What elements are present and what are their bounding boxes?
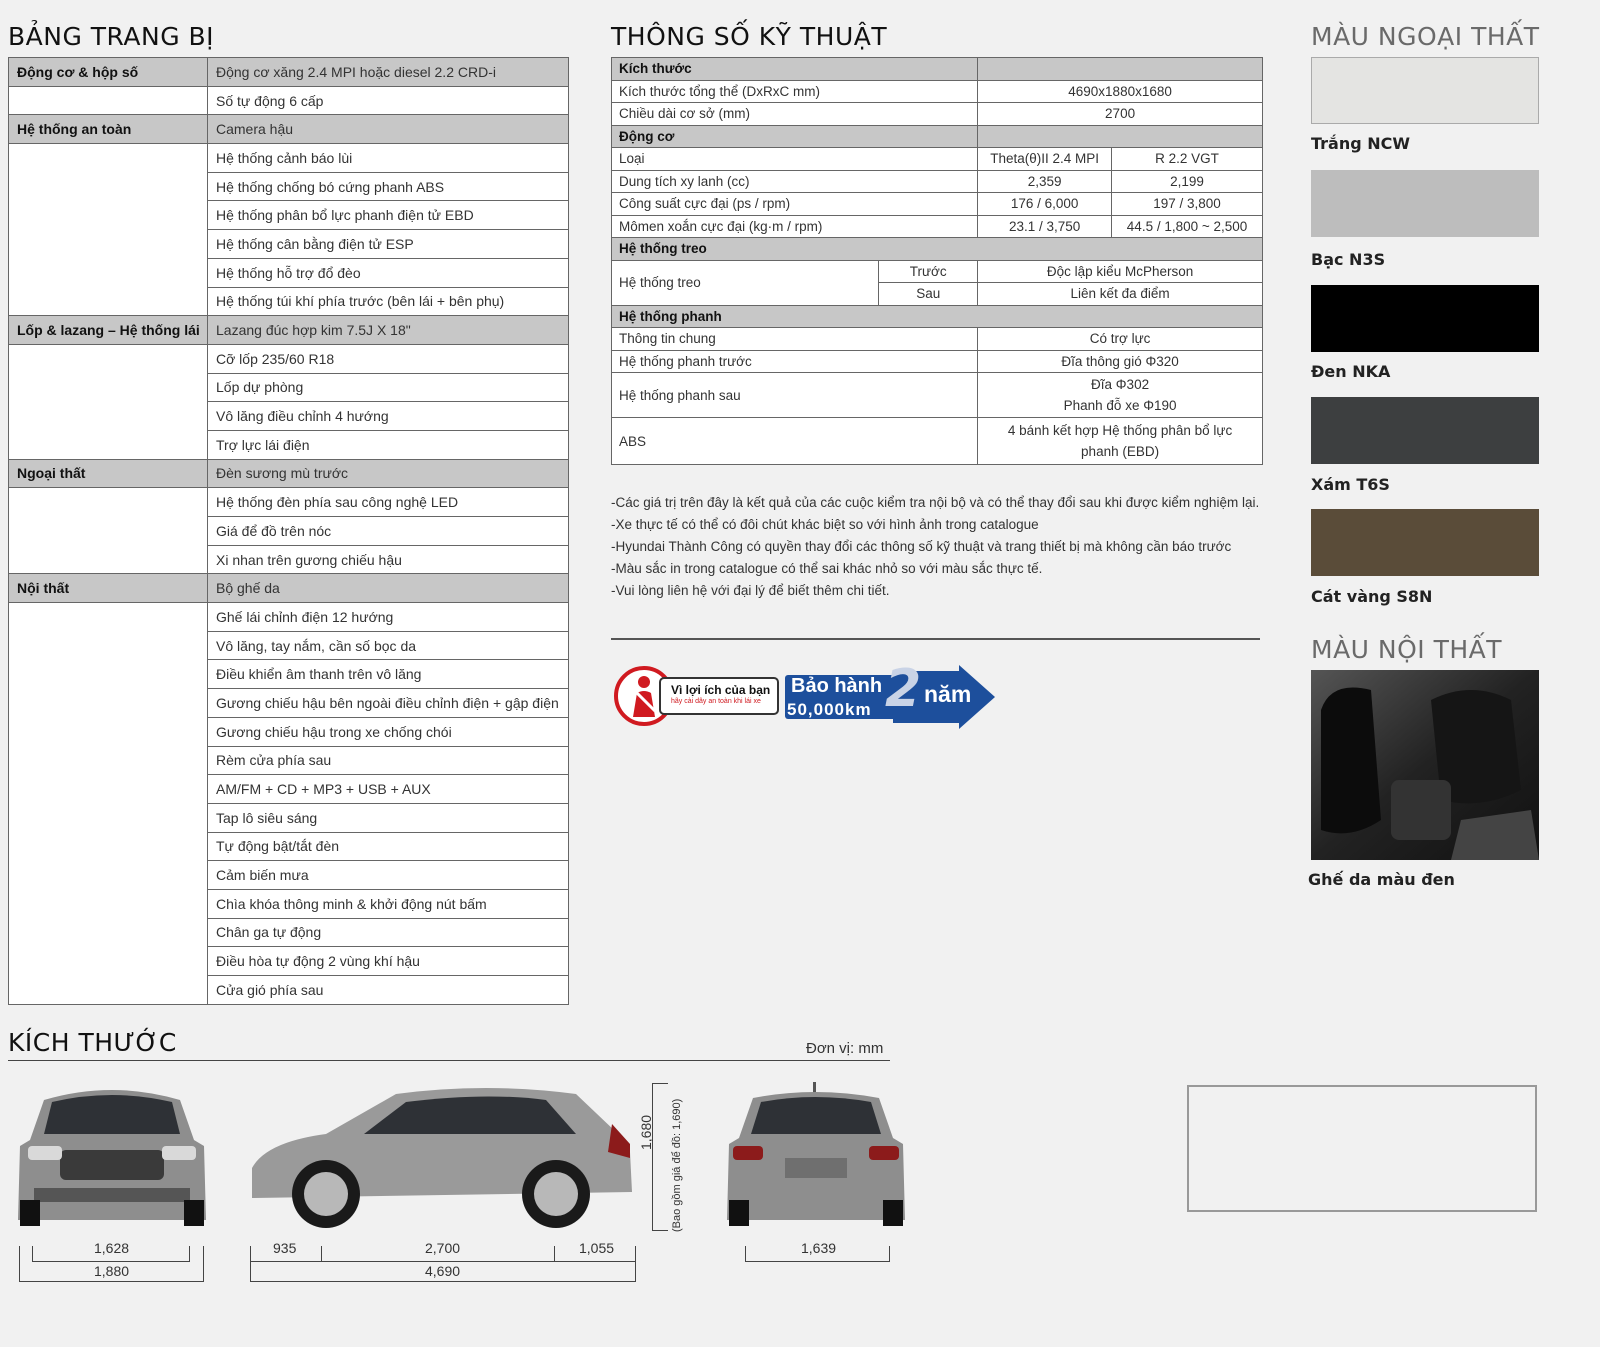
interior-color-title: MÀU NỘI THẤT — [1311, 635, 1503, 664]
dim-tick — [889, 1246, 890, 1262]
item-cell: AM/FM + CD + MP3 + USB + AUX — [208, 775, 569, 804]
category-cell: Lốp & lazang – Hệ thống lái — [9, 316, 208, 345]
spec-label: Mômen xoắn cực đại (kg·m / rpm) — [612, 215, 978, 238]
note-line: -Hyundai Thành Công có quyền thay đổi các thông số kỹ thuật và trang thiết bị mà không cần báo trước — [611, 539, 1232, 554]
spec-value: Đĩa thông gió Φ320 — [978, 350, 1263, 373]
warranty-label: Bảo hành — [791, 675, 883, 697]
color-swatch — [1311, 509, 1539, 576]
dim-line — [652, 1083, 653, 1231]
spec-sublabel: Trước — [879, 260, 978, 283]
exterior-color-title: MÀU NGOẠI THẤT — [1311, 22, 1540, 51]
dim-tick — [189, 1246, 190, 1262]
table-row — [9, 58, 569, 87]
unit-label: Đơn vị: mm — [806, 1040, 884, 1057]
color-swatch — [1311, 57, 1539, 124]
item-cell: Động cơ xăng 2.4 MPI hoặc diesel 2.2 CRD-i — [208, 58, 569, 87]
interior-color-name: Ghế da màu đen — [1308, 870, 1455, 889]
item-cell: Cửa gió phía sau — [208, 976, 569, 1005]
category-blank — [9, 488, 208, 574]
warranty-number: 2 — [885, 659, 922, 719]
spec-value — [978, 373, 1263, 418]
dim-line — [250, 1281, 635, 1282]
color-name: Đen NKA — [1311, 362, 1391, 381]
item-cell: Hệ thống phân bổ lực phanh điện tử EBD — [208, 201, 569, 230]
dim-tick — [635, 1246, 636, 1282]
spec-value: 4 bánh kết hợp Hệ thống phân bổ lực phanh (EBD) — [978, 418, 1263, 465]
section-header: Kích thước — [612, 58, 978, 81]
rear-overhang-value: 1,055 — [579, 1240, 615, 1256]
dim-line — [19, 1281, 204, 1282]
section-header: Động cơ — [612, 125, 978, 148]
dimensions-rule — [8, 1060, 890, 1061]
specs-table — [611, 57, 1263, 465]
spec-value: 2,359 — [978, 170, 1112, 193]
note-line: -Xe thực tế có thể có đôi chút khác biệt so với hình ảnh trong catalogue — [611, 517, 1039, 532]
front-overhang-value: 935 — [273, 1240, 297, 1256]
dim-tick — [745, 1246, 746, 1262]
section-header: Hệ thống phanh — [612, 305, 1263, 328]
color-swatch — [1311, 285, 1539, 352]
equipment-title: BẢNG TRANG BỊ — [8, 22, 215, 51]
spec-label: Loại — [612, 148, 978, 171]
item-cell: Chân ga tự động — [208, 918, 569, 947]
item-cell: Ghế lái chỉnh điện 12 hướng — [208, 603, 569, 632]
dim-tick — [203, 1246, 204, 1282]
length-value: 4,690 — [425, 1263, 461, 1279]
dim-line — [250, 1261, 635, 1262]
notes — [611, 492, 1271, 602]
spec-value: Có trợ lực — [978, 328, 1263, 351]
table-row — [9, 144, 569, 173]
spec-label: Hệ thống treo — [612, 260, 879, 305]
item-cell: Bộ ghế da — [208, 574, 569, 603]
item-cell: Vô lăng điều chỉnh 4 hướng — [208, 402, 569, 431]
section-row — [612, 58, 1263, 81]
item-cell: Xi nhan trên gương chiếu hậu — [208, 545, 569, 574]
category-blank — [9, 344, 208, 459]
table-row — [9, 86, 569, 115]
item-cell: Hệ thống đèn phía sau công nghệ LED — [208, 488, 569, 517]
section-header: Hệ thống treo — [612, 238, 1263, 261]
item-cell: Đèn sương mù trước — [208, 459, 569, 488]
item-cell: Hệ thống chống bó cứng phanh ABS — [208, 172, 569, 201]
table-row — [9, 344, 569, 373]
item-cell: Tap lô siêu sáng — [208, 803, 569, 832]
spec-value-line: Phanh đỗ xe Φ190 — [1063, 398, 1177, 413]
table-row — [9, 603, 569, 632]
spec-label: ABS — [612, 418, 978, 465]
spec-sublabel: Sau — [879, 283, 978, 306]
item-cell: Lốp dự phòng — [208, 373, 569, 402]
dim-tick — [19, 1246, 20, 1282]
section-header-blank — [978, 125, 1263, 148]
category-blank — [9, 603, 208, 1005]
item-cell: Rèm cửa phía sau — [208, 746, 569, 775]
item-cell: Gương chiếu hậu trong xe chống chói — [208, 717, 569, 746]
front-track-value: 1,628 — [94, 1240, 130, 1256]
seatbelt-text-box — [659, 677, 779, 715]
color-name: Bạc N3S — [1311, 250, 1386, 269]
spec-value: 197 / 3,800 — [1112, 193, 1263, 216]
category-blank — [9, 86, 208, 115]
dim-tick — [32, 1246, 33, 1262]
warranty-badge — [785, 659, 997, 729]
spec-value: 2700 — [978, 103, 1263, 126]
width-value: 1,880 — [94, 1263, 130, 1279]
spec-label: Hệ thống phanh trước — [612, 350, 978, 373]
item-cell: Cỡ lốp 235/60 R18 — [208, 344, 569, 373]
table-row — [9, 115, 569, 144]
dimensions-title: KÍCH THƯỚC — [8, 1028, 177, 1057]
item-cell: Tự động bật/tắt đèn — [208, 832, 569, 861]
spec-label: Công suất cực đại (ps / rpm) — [612, 193, 978, 216]
car-side-view-icon — [246, 1072, 634, 1232]
spec-value-line: Đĩa Φ302 — [1091, 377, 1150, 392]
equipment-table — [8, 57, 569, 1005]
dim-tick — [652, 1230, 668, 1231]
category-cell: Động cơ & hộp số — [9, 58, 208, 87]
note-line: -Màu sắc in trong catalogue có thể sai khác nhỏ so với màu sắc thực tế. — [611, 561, 1043, 576]
rear-track-value: 1,639 — [801, 1240, 837, 1256]
dim-tick — [321, 1246, 322, 1262]
color-name: Cát vàng S8N — [1311, 587, 1433, 606]
seatbelt-badge — [613, 667, 778, 725]
seatbelt-subtext: hãy cài dây an toàn khi lái xe — [671, 698, 761, 705]
color-swatch — [1311, 397, 1539, 464]
dealer-stamp-box — [1187, 1085, 1537, 1212]
spec-value: 4690x1880x1680 — [978, 80, 1263, 103]
spec-value: Liên kết đa điểm — [978, 283, 1263, 306]
color-name: Xám T6S — [1311, 475, 1390, 494]
height-note: (Bao gồm giá để đồ: 1,690) — [671, 1098, 683, 1232]
leather-seat-icon — [1311, 670, 1539, 860]
dim-line — [32, 1261, 190, 1262]
spec-label: Hệ thống phanh sau — [612, 373, 978, 418]
warranty-unit: năm — [924, 681, 972, 707]
item-cell: Số tự động 6 cấp — [208, 86, 569, 115]
spec-value: 23.1 / 3,750 — [978, 215, 1112, 238]
specs-title: THÔNG SỐ KỸ THUẬT — [611, 22, 888, 51]
spec-value: Độc lập kiểu McPherson — [978, 260, 1263, 283]
category-cell: Ngoại thất — [9, 459, 208, 488]
table-row — [9, 488, 569, 517]
note-line: -Các giá trị trên đây là kết quả của các cuộc kiểm tra nội bộ và có thể thay đổi sau khi được kiểm nghiệm lại. — [611, 495, 1260, 510]
color-name: Trắng NCW — [1311, 134, 1411, 153]
spec-label: Chiều dài cơ sở (mm) — [612, 103, 978, 126]
car-front-view-icon — [14, 1080, 210, 1232]
dim-tick — [652, 1083, 668, 1084]
item-cell: Chìa khóa thông minh & khởi động nút bấm — [208, 889, 569, 918]
dim-tick — [554, 1246, 555, 1262]
table-row — [9, 316, 569, 345]
category-cell: Nội thất — [9, 574, 208, 603]
spec-value: Theta(θ)II 2.4 MPI — [978, 148, 1112, 171]
item-cell: Hệ thống hỗ trợ đổ đèo — [208, 258, 569, 287]
item-cell: Trợ lực lái điện — [208, 430, 569, 459]
item-cell: Lazang đúc hợp kim 7.5J X 18" — [208, 316, 569, 345]
spec-label: Dung tích xy lanh (cc) — [612, 170, 978, 193]
item-cell: Camera hậu — [208, 115, 569, 144]
spec-value: 176 / 6,000 — [978, 193, 1112, 216]
item-cell: Giá để đồ trên nóc — [208, 517, 569, 546]
divider — [611, 638, 1260, 640]
category-cell: Hệ thống an toàn — [9, 115, 208, 144]
category-blank — [9, 144, 208, 316]
spec-value: 44.5 / 1,800 ~ 2,500 — [1112, 215, 1263, 238]
item-cell: Cảm biến mưa — [208, 861, 569, 890]
color-swatch — [1311, 170, 1539, 237]
item-cell: Điều hòa tự động 2 vùng khí hậu — [208, 947, 569, 976]
item-cell: Hệ thống cân bằng điện tử ESP — [208, 230, 569, 259]
spec-value: R 2.2 VGT — [1112, 148, 1263, 171]
section-header-blank — [978, 58, 1263, 81]
wheelbase-value: 2,700 — [425, 1240, 461, 1256]
item-cell: Vô lăng, tay nắm, cần số bọc da — [208, 631, 569, 660]
dim-tick — [250, 1246, 251, 1282]
height-value: 1,680 — [638, 1114, 654, 1150]
dim-line — [745, 1261, 890, 1262]
interior-seat-image — [1311, 670, 1539, 860]
item-cell: Gương chiếu hậu bên ngoài điều chỉnh điện + gập điện — [208, 689, 569, 718]
warranty-km: 50,000km — [787, 700, 872, 719]
spec-value: 2,199 — [1112, 170, 1263, 193]
seatbelt-text: Vì lợi ích của bạn — [671, 683, 771, 697]
table-row — [9, 574, 569, 603]
note-line: -Vui lòng liên hệ với đại lý để biết thêm chi tiết. — [611, 583, 890, 598]
car-rear-view-icon — [725, 1082, 907, 1232]
item-cell: Điều khiển âm thanh trên vô lăng — [208, 660, 569, 689]
item-cell: Hệ thống cảnh báo lùi — [208, 144, 569, 173]
spec-label: Kích thước tổng thể (DxRxC mm) — [612, 80, 978, 103]
item-cell: Hệ thống túi khí phía trước (bên lái + bên phụ) — [208, 287, 569, 316]
table-row — [9, 459, 569, 488]
spec-label: Thông tin chung — [612, 328, 978, 351]
